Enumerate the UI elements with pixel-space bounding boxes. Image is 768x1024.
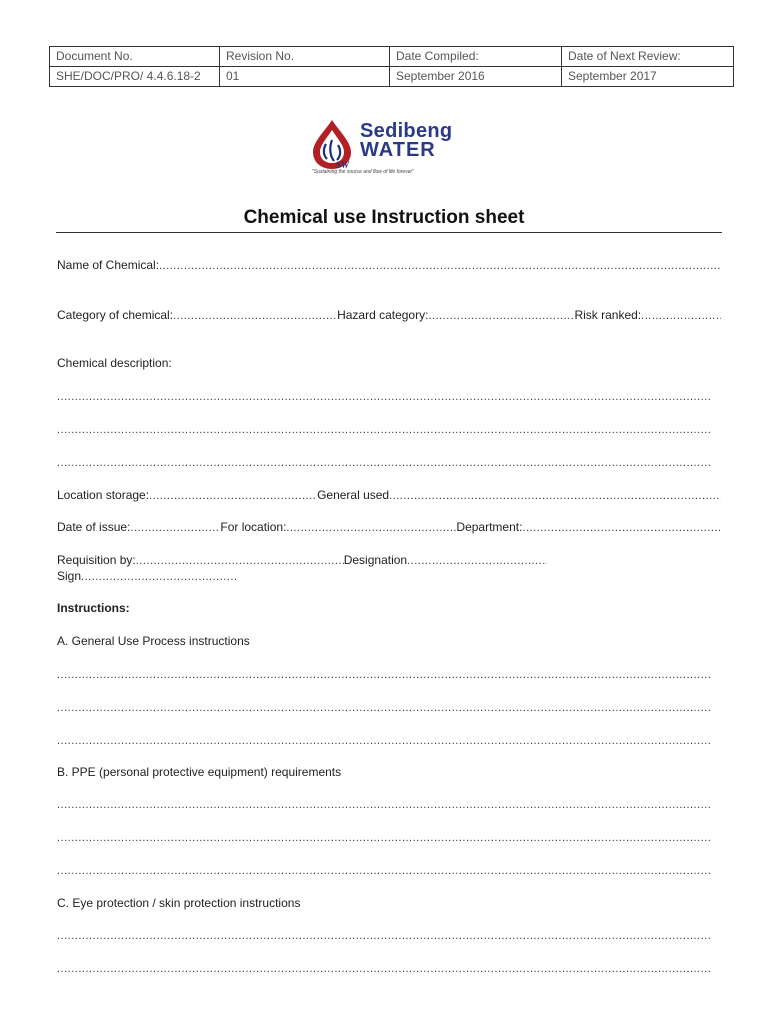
sign-row <box>57 569 237 584</box>
table-cell: Revision No. <box>220 47 390 67</box>
location-storage-input[interactable] <box>149 489 317 503</box>
general-used-label: General used <box>317 488 390 502</box>
fill-in-line[interactable] <box>57 798 712 812</box>
designation-label: Designation <box>343 553 408 567</box>
location-storage-label: Location storage: <box>57 488 150 502</box>
hazard-category-input[interactable] <box>428 309 574 323</box>
section-b-line-1[interactable] <box>57 798 712 812</box>
company-logo <box>308 118 478 184</box>
fill-in-line[interactable] <box>57 390 712 404</box>
category-of-chemical-label: Category of chemical: <box>57 308 174 322</box>
requisition-by-input[interactable] <box>136 554 344 568</box>
department-label: Department: <box>456 520 523 534</box>
name-of-chemical-label: Name of Chemical: <box>57 258 160 272</box>
chemical-description-label: Chemical description: <box>57 356 172 370</box>
requisition-by-label: Requisition by: <box>57 553 136 567</box>
document-control-table <box>49 46 734 87</box>
table-cell: Document No. <box>50 47 220 67</box>
name-of-chemical-field[interactable] <box>57 258 721 273</box>
date-of-issue-input[interactable] <box>130 521 220 535</box>
risk-ranked-input[interactable] <box>641 309 721 323</box>
fill-in-line[interactable] <box>57 962 712 976</box>
date-next-review: September 2017 <box>562 67 734 87</box>
revision-number: 01 <box>220 67 390 87</box>
category-row <box>57 308 721 323</box>
section-c-label: C. Eye protection / skin protection instructions <box>57 896 301 910</box>
risk-ranked-label: Risk ranked: <box>574 308 642 322</box>
table-cell: Date Compiled: <box>390 47 562 67</box>
section-c-line-2[interactable] <box>57 962 712 976</box>
svg-text:SW: SW <box>336 160 350 170</box>
section-c-line-1[interactable] <box>57 929 712 943</box>
fill-in-line[interactable] <box>57 831 712 845</box>
brand-name-line1: Sedibeng <box>360 120 453 142</box>
date-compiled: September 2016 <box>390 67 562 87</box>
chemical-description-label-row <box>57 356 721 370</box>
table-header-row <box>50 47 734 67</box>
chemical-description-line-1[interactable] <box>57 390 712 404</box>
table-cell: Date of Next Review: <box>562 47 734 67</box>
section-a-line-2[interactable] <box>57 701 712 715</box>
section-a-row <box>57 634 721 648</box>
fill-in-line[interactable] <box>57 701 712 715</box>
sign-input[interactable] <box>81 570 237 584</box>
section-b-row <box>57 765 721 779</box>
table-row <box>50 67 734 87</box>
designation-input[interactable] <box>407 554 547 568</box>
page-title: Chemical use Instruction sheet <box>243 207 525 228</box>
fill-in-line[interactable] <box>57 929 712 943</box>
fill-in-line[interactable] <box>159 259 721 273</box>
document-number: SHE/DOC/PRO/ 4.4.6.18-2 <box>50 67 220 87</box>
sign-label: Sign <box>57 569 82 583</box>
date-of-issue-row <box>57 520 721 535</box>
instructions-heading-row <box>57 601 721 615</box>
section-b-label: B. PPE (personal protective equipment) requirements <box>57 765 342 779</box>
fill-in-line[interactable] <box>57 864 712 878</box>
chemical-description-line-2[interactable] <box>57 423 712 437</box>
date-of-issue-label: Date of issue: <box>57 520 131 534</box>
section-a-line-1[interactable] <box>57 668 712 682</box>
water-drop-icon <box>308 118 360 170</box>
fill-in-line[interactable] <box>57 668 712 682</box>
category-of-chemical-input[interactable] <box>173 309 337 323</box>
general-used-input[interactable] <box>389 489 721 503</box>
section-c-row <box>57 896 721 910</box>
instructions-heading: Instructions: <box>57 601 130 615</box>
section-b-line-2[interactable] <box>57 831 712 845</box>
fill-in-line[interactable] <box>57 734 712 748</box>
department-input[interactable] <box>522 521 721 535</box>
section-b-line-3[interactable] <box>57 864 712 878</box>
location-storage-row <box>57 488 721 503</box>
chemical-description-line-3[interactable] <box>57 456 712 470</box>
title-underline <box>56 232 722 233</box>
requisition-row <box>57 553 547 568</box>
section-a-line-3[interactable] <box>57 734 712 748</box>
fill-in-line[interactable] <box>57 456 712 470</box>
hazard-category-label: Hazard category: <box>337 308 429 322</box>
fill-in-line[interactable] <box>57 423 712 437</box>
for-location-label: For location: <box>220 520 287 534</box>
section-a-label: A. General Use Process instructions <box>57 634 250 648</box>
for-location-input[interactable] <box>286 521 456 535</box>
brand-name-line2: WATER <box>360 139 436 161</box>
brand-tagline: "Sustaining the source and flow of life forever" <box>312 169 414 175</box>
